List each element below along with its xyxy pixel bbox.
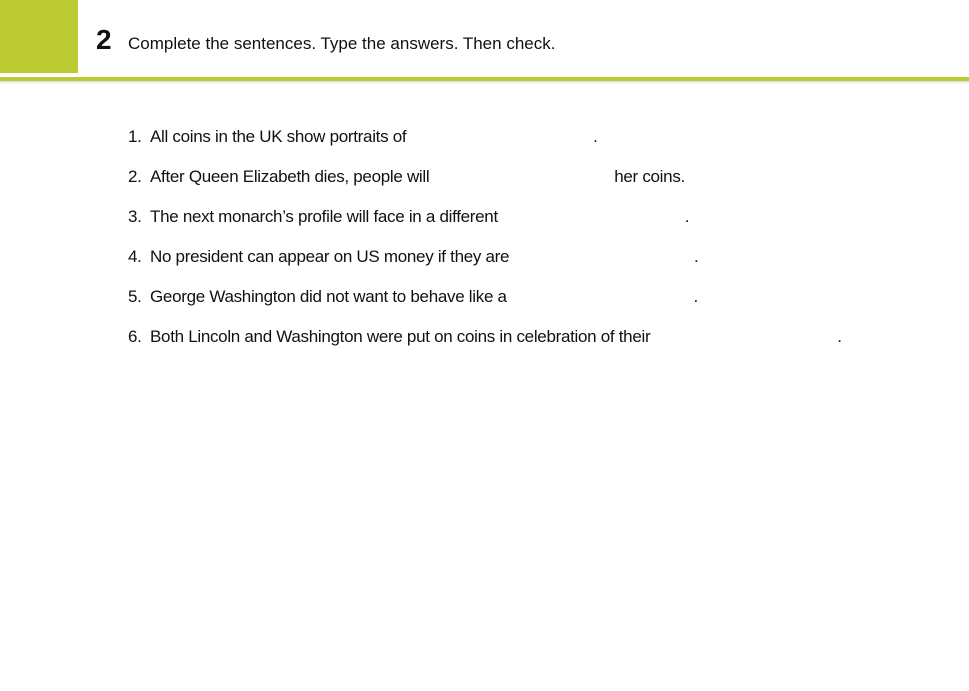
sentence-item-6 bbox=[128, 325, 928, 365]
sentence-number: 5. bbox=[128, 287, 142, 306]
sentence-number: 3. bbox=[128, 207, 142, 226]
sentence-text: The next monarch’s profile will face in a different bbox=[150, 207, 498, 226]
sentence-ending: . bbox=[694, 247, 699, 266]
answer-input-3[interactable] bbox=[502, 206, 680, 230]
sentence-list bbox=[128, 125, 928, 365]
sentence-text: No president can appear on US money if they are bbox=[150, 247, 510, 266]
sentence-text: All coins in the UK show portraits of bbox=[150, 127, 407, 146]
sentence-number: 6. bbox=[128, 327, 142, 346]
answer-input-1[interactable] bbox=[411, 126, 589, 150]
sentence-text: After Queen Elizabeth dies, people will bbox=[150, 167, 430, 186]
sentence-item-4 bbox=[128, 245, 928, 285]
answer-input-5[interactable] bbox=[511, 286, 689, 310]
sentence-number: 2. bbox=[128, 167, 142, 186]
answer-input-2[interactable] bbox=[434, 166, 610, 190]
sentence-number: 4. bbox=[128, 247, 142, 266]
sentence-ending: . bbox=[693, 287, 698, 306]
answer-input-6[interactable] bbox=[655, 326, 833, 350]
sentence-item-3 bbox=[128, 205, 928, 245]
sentence-ending: . bbox=[837, 327, 842, 346]
exercise-number: 2 bbox=[96, 24, 112, 55]
sentence-ending: . bbox=[593, 127, 598, 146]
sentence-text: George Washington did not want to behave like a bbox=[150, 287, 507, 306]
sentence-text: Both Lincoln and Washington were put on coins in celebration of their bbox=[150, 327, 651, 346]
header-divider-shadow bbox=[0, 81, 969, 84]
sentence-ending: her coins. bbox=[614, 167, 685, 186]
header-accent-block bbox=[0, 0, 78, 73]
sentence-number: 1. bbox=[128, 127, 142, 146]
sentence-item-2 bbox=[128, 165, 928, 205]
exercise-instruction: Complete the sentences. Type the answers. Then check. bbox=[128, 34, 556, 53]
sentence-item-1 bbox=[128, 125, 928, 165]
exercise-header bbox=[0, 0, 969, 76]
answer-input-4[interactable] bbox=[514, 246, 690, 270]
sentence-ending: . bbox=[684, 207, 690, 226]
sentence-item-5 bbox=[128, 285, 928, 325]
